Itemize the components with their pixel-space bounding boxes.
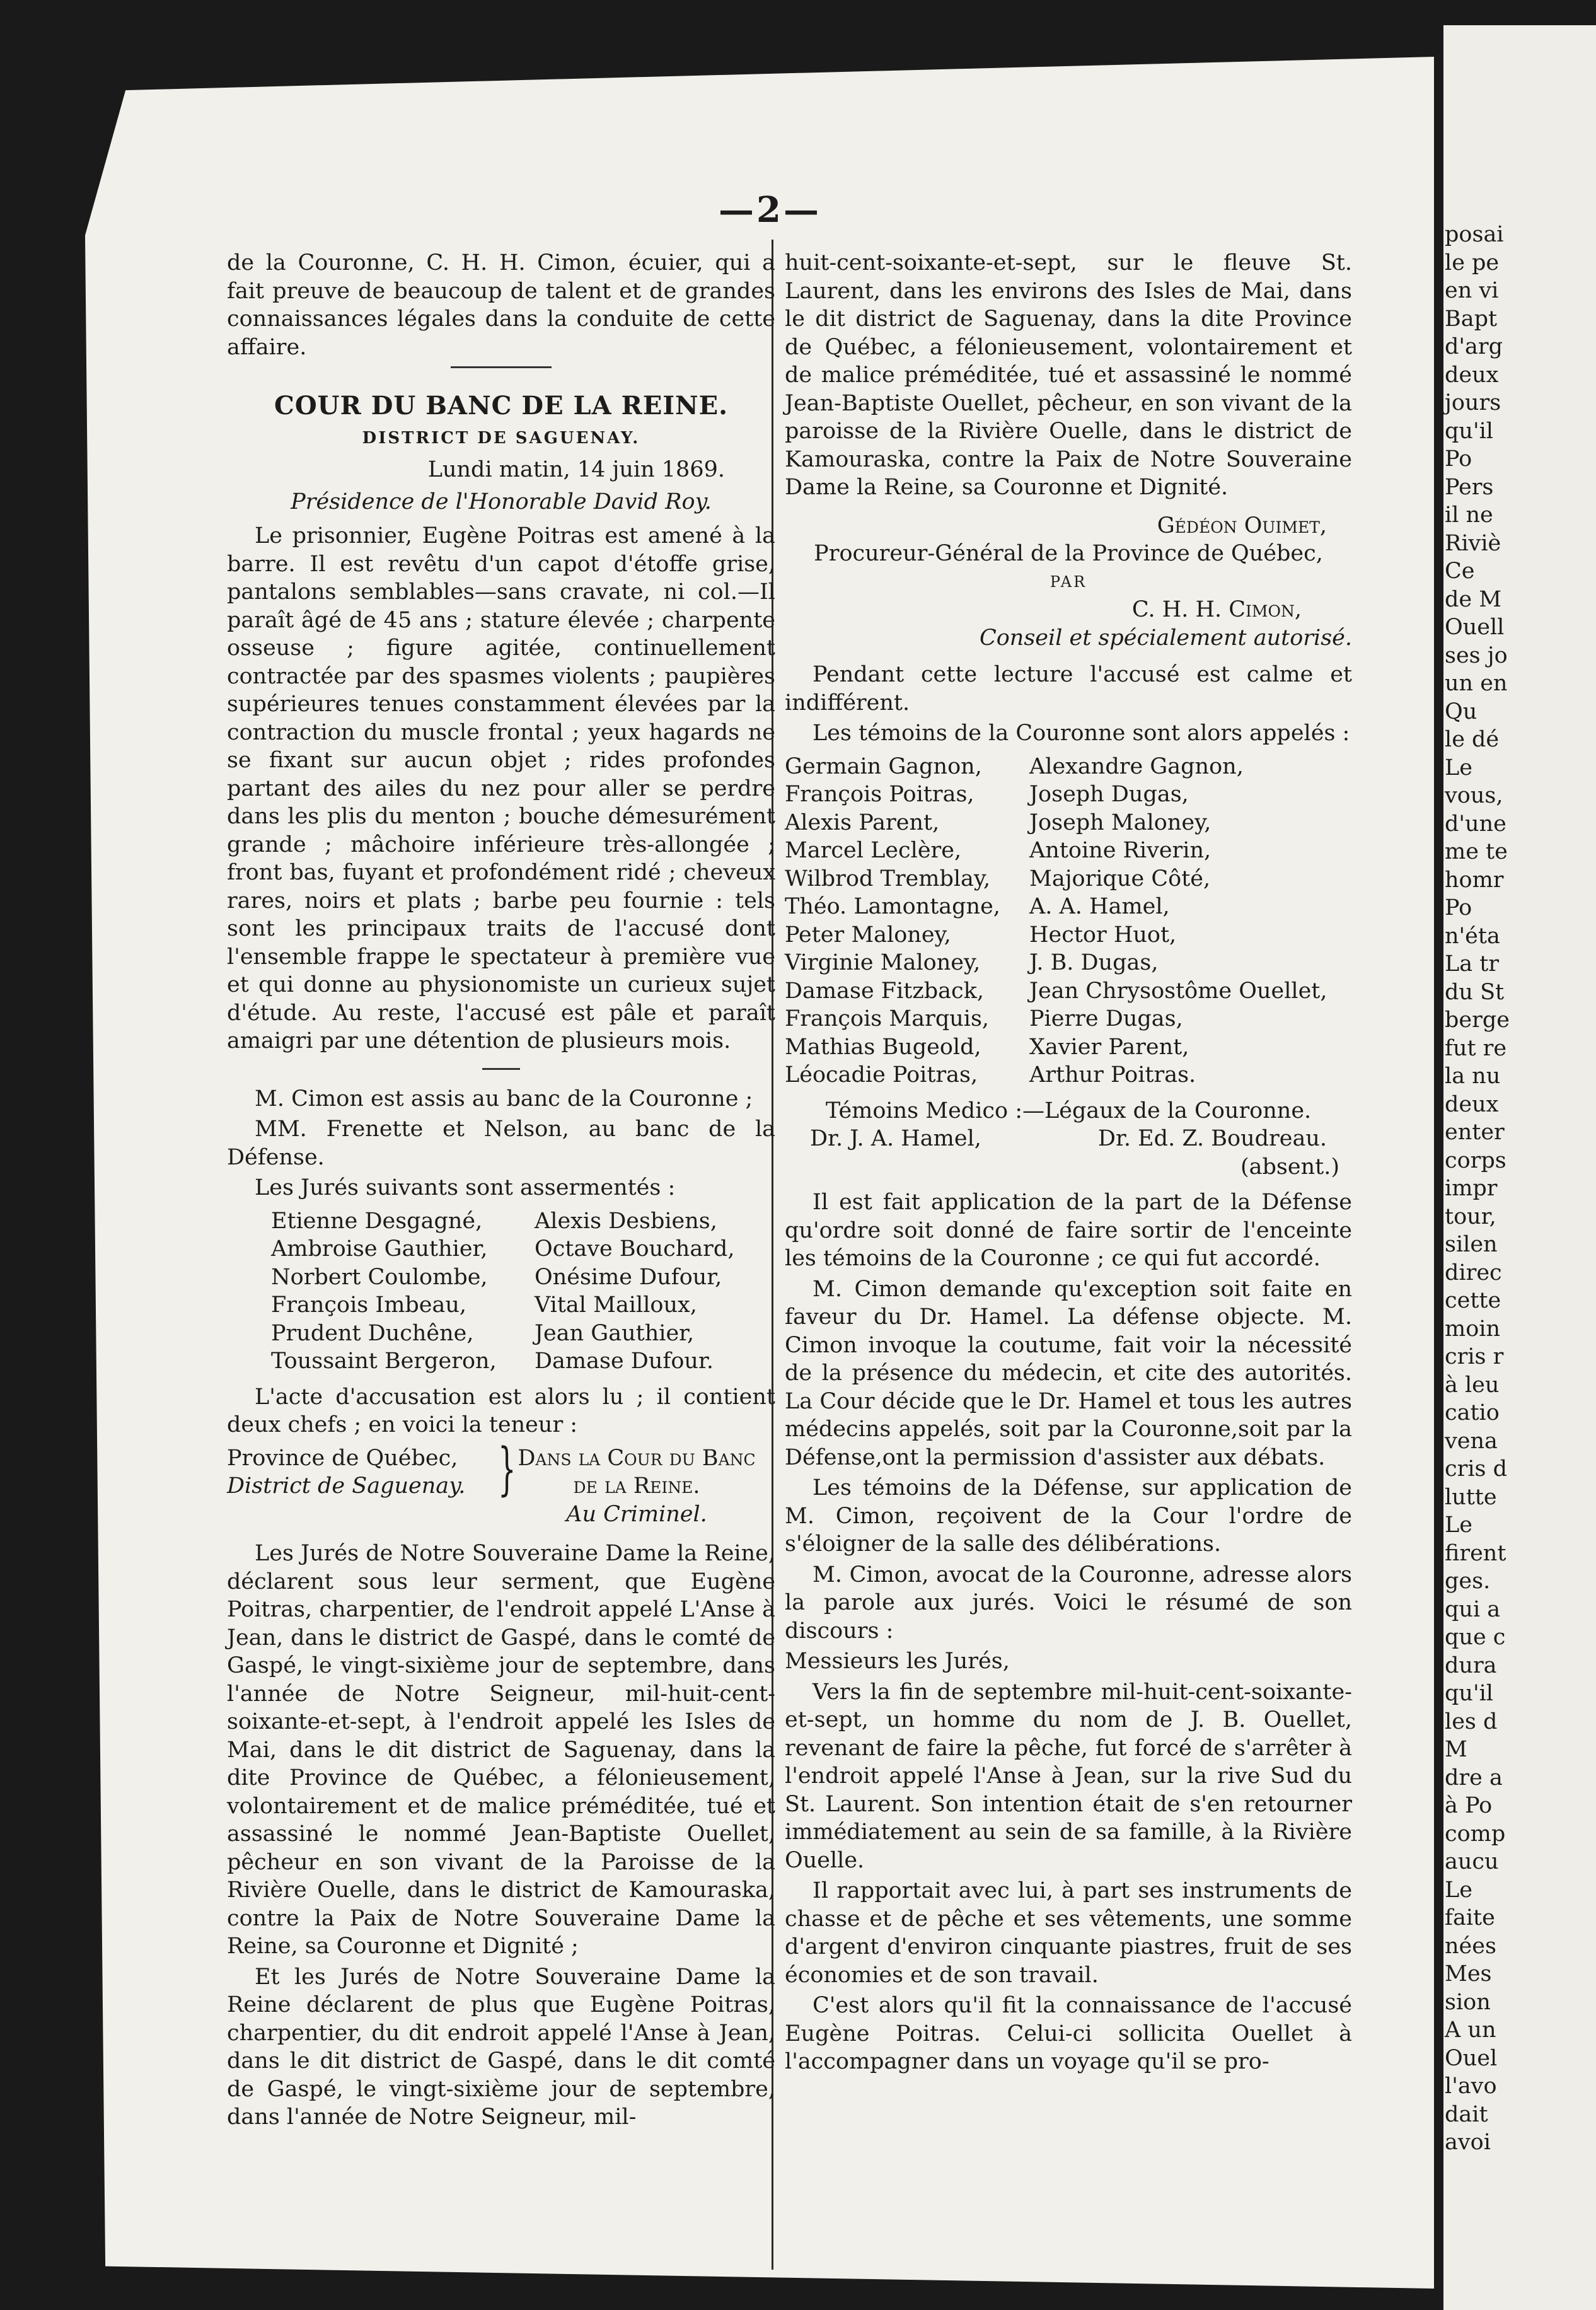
facing-page-line: dre a xyxy=(1445,1765,1503,1791)
hearing-date: Lundi matin, 14 juin 1869. xyxy=(427,457,725,482)
facing-page-line: faite xyxy=(1445,1905,1495,1930)
facing-page-line: Mes xyxy=(1445,1961,1492,1987)
witness-name: Jean Chrysostôme Ouellet, xyxy=(1029,978,1327,1004)
paragraph-5: Vers la fin de septembre mil-huit-cent-soixante-et-sept, un homme du nom de J. B. Ouellet, revenant de faire la pêche, fut forcé de s'arrêter à l'endroit appelé l'Anse à Jean, sur la rive Sud du St. Laurent. Son intention était de s'en retourner immédiatement au sein de sa famille, à la Rivière Ouelle. xyxy=(785,1679,1352,1873)
witness-name: Virginie Maloney, xyxy=(785,950,981,975)
witness-name: A. A. Hamel, xyxy=(1029,894,1170,919)
witness-name: J. B. Dugas, xyxy=(1029,950,1159,975)
facing-page-line: aucu xyxy=(1445,1849,1499,1874)
signatory-name: Gédéon Ouimet, xyxy=(1157,513,1327,538)
indictment-court-2: de la Reine. xyxy=(573,1473,700,1499)
prisoner-description: Le prisonnier, Eugène Poitras est amené à la barre. Il est revêtu d'un capot d'étoffe grise, pantalons semblables—sans cravate, ni col.—Il paraît âgé de 45 ans ; stature élevée ; charpente osseuse ; figure agitée, continuellement contractée par des spasmes violents ; paupières supérieures tenues constamment élevées par la contraction du muscle frontal ; yeux hagards ne se fixant sur aucun objet ; rides profondes partant des ailes du nez pour aller se perdre dans les plis du menton ; bouche démesurément grande ; mâchoire inférieure très-allongée ; front bas, fuyant et profondément ridé ; cheveux rares, noirs et plats ; barbe peu fournie : tels sont les principaux traits de l'accusé dont l'ensemble frappe le spectateur à première vue et qui donne au physionomiste un curieux sujet d'étude. Au reste, l'accusé est pâle et paraît amaigri par une détention de plusieurs mois. xyxy=(227,523,775,1053)
signatory-par: PAR xyxy=(1050,572,1087,591)
facing-page-line: impr xyxy=(1445,1176,1498,1201)
paragraph-7: C'est alors qu'il fit la connaissance de l'accusé Eugène Poitras. Celui-ci sollicita Ouellet à l'accompagner dans un voyage qu'il se pro- xyxy=(785,1993,1352,2074)
facing-page-line: qu'il xyxy=(1445,1681,1493,1706)
facing-page-line: corps xyxy=(1445,1147,1506,1173)
facing-page-line: il ne xyxy=(1445,502,1493,528)
facing-page-line: lutte xyxy=(1445,1484,1497,1510)
salutation: Messieurs les Jurés, xyxy=(785,1649,1010,1674)
facing-page-line: un en xyxy=(1445,671,1508,696)
presidence-line: Présidence de l'Honorable David Roy. xyxy=(291,489,712,514)
juror-name: Prudent Duchêne, xyxy=(271,1320,474,1346)
facing-page-line: deux xyxy=(1445,362,1499,388)
facing-page-line: A un xyxy=(1445,2017,1496,2043)
facing-page-line: comp xyxy=(1445,1821,1506,1847)
juror-name: Vital Mailloux, xyxy=(535,1292,697,1318)
juror-name: Toussaint Bergeron, xyxy=(271,1349,497,1374)
witness-name: François Poitras, xyxy=(785,782,974,807)
facing-page-edge xyxy=(1443,25,1596,2310)
facing-page-line: Le xyxy=(1445,755,1472,781)
facing-page-line: ges. xyxy=(1445,1569,1491,1594)
facing-page-line: Le xyxy=(1445,1512,1472,1538)
facing-page-line: deux xyxy=(1445,1091,1499,1117)
juror-name: Damase Dufour. xyxy=(535,1349,714,1374)
facing-page-line: M xyxy=(1445,1737,1467,1762)
doctor-hamel: Dr. J. A. Hamel, xyxy=(810,1126,981,1151)
signatory-by: C. H. H. Cimon, xyxy=(1131,597,1302,622)
facing-page-line: vena xyxy=(1445,1428,1498,1454)
jurors-list xyxy=(227,1207,775,1376)
facing-page-line: firent xyxy=(1445,1540,1506,1566)
section-heading: COUR DU BANC DE LA REINE. xyxy=(274,391,728,421)
facing-page-line: La tr xyxy=(1445,951,1500,977)
second-count: Et les Jurés de Notre Souveraine Dame la Reine déclarent de plus que Eugène Poitras, charpentier, du dit endroit appelé l'Anse à Jean, dans le dit district de Gaspé, dans le dit comté de Gaspé, le vingt-sixième jour de septembre, dans l'année de Notre Seigneur, mil- xyxy=(227,1964,775,2130)
signatory-title: Procureur-Général de la Province de Québec, xyxy=(814,541,1323,566)
facing-page-line: enter xyxy=(1445,1120,1505,1145)
facing-page-line: sion xyxy=(1445,1989,1491,2015)
facing-page-line: Ouel xyxy=(1445,2045,1498,2071)
signatory-role: Conseil et spécialement autorisé. xyxy=(979,625,1352,651)
witness-name: Joseph Dugas, xyxy=(1029,782,1189,807)
witness-name: Wilbrod Tremblay, xyxy=(785,866,991,891)
facing-page-line: de M xyxy=(1445,586,1502,612)
facing-page-line: nées xyxy=(1445,1933,1496,1959)
counsel-crown: M. Cimon est assis au banc de la Couronne ; xyxy=(255,1086,753,1111)
facing-page-line: fut re xyxy=(1445,1035,1507,1061)
facing-page-line: dait xyxy=(1445,2101,1488,2127)
facing-page-line: le pe xyxy=(1445,250,1500,276)
juror-name: Ambroise Gauthier, xyxy=(271,1236,488,1262)
indictment-criminal: Au Criminel. xyxy=(566,1501,707,1527)
facing-page-line: à Po xyxy=(1445,1793,1493,1818)
paragraph-6: Il rapportait avec lui, à part ses instruments de chasse et de pêche et ses vêtements, une somme d'argent d'environ cinquante piastres, fruit de ses économies et de son travail. xyxy=(785,1878,1352,1988)
second-count-continued: huit-cent-soixante-et-sept, sur le fleuve St. Laurent, dans les environs des Isles de Mai, dans le dit district de Saguenay, dans la dite Province de Québec, a félonieusement, volontairement et de malice préméditée, tué et assassiné le nommé Jean-Baptiste Ouellet, pêcheur, en son vivant de la paroisse de la Rivière Ouelle, dans le district de Kamouraska, contre la Paix de Notre Souveraine Dame la Reine, sa Couronne et Dignité. xyxy=(785,250,1352,500)
facing-page-line: silen xyxy=(1445,1232,1498,1257)
facing-page-line: n'éta xyxy=(1445,923,1500,949)
short-divider xyxy=(482,1068,520,1070)
facing-page-line: tour, xyxy=(1445,1204,1496,1229)
facing-page-line: Le xyxy=(1445,1877,1472,1903)
facing-page-line: Bapt xyxy=(1445,306,1498,332)
section-divider xyxy=(451,366,552,368)
first-count: Les Jurés de Notre Souveraine Dame la Reine, déclarent sous leur serment, que Eugène Poitras, charpentier, de l'endroit appelé L'Anse à Jean, dans le district de Gaspé, dans le comté de Gaspé, le vingt-sixième jour de septembre, dans l'année de Notre Seigneur, mil-huit-cent-soixante-et-sept, à l'endroit appelé les Isles de Mai, dans le dit district de Saguenay, dans la dite Province de Québec, a félonieusement, volontairement et de malice préméditée, tué et assassiné le nommé Jean-Baptiste Ouellet, pêcheur en son vivant de la Paroisse de la Rivière Ouelle, dans le district de Kamouraska, contre la Paix de Notre Souveraine Dame la Reine, sa Couronne et Dignité ; xyxy=(227,1541,775,1959)
witness-name: Arthur Poitras. xyxy=(1029,1062,1196,1088)
counsel-defense: MM. Frenette et Nelson, au banc de la Défense. xyxy=(227,1117,775,1170)
brace-glyph: } xyxy=(498,1436,516,1502)
juror-name: Octave Bouchard, xyxy=(535,1236,735,1262)
witness-name: Xavier Parent, xyxy=(1029,1034,1189,1060)
doctor-boudreau: Dr. Ed. Z. Boudreau. xyxy=(1097,1126,1327,1151)
facing-page-line: moin xyxy=(1445,1316,1500,1342)
facing-page-text xyxy=(1443,25,1596,2157)
facing-page-line: la nu xyxy=(1445,1064,1501,1089)
paragraph-2: M. Cimon demande qu'exception soit faite en faveur du Dr. Hamel. La défense objecte. M. Cimon invoque la coutume, fait voir la nécessité de la présence du médecin, et cite des autorités. La Cour décide que le Dr. Hamel et tous les autres médecins appelés, soit par la Couronne,soit par la Défense,ont la permission d'assister aux débats. xyxy=(785,1276,1352,1470)
juror-name: Onésime Dufour, xyxy=(535,1264,722,1290)
facing-page-line: qu'il xyxy=(1445,418,1493,444)
facing-page-line: dura xyxy=(1445,1652,1497,1678)
facing-page-line: Ce xyxy=(1445,559,1475,584)
indictment-province: Province de Québec, xyxy=(227,1445,458,1471)
facing-page-line: Po xyxy=(1445,895,1472,920)
juror-name: Norbert Coulombe, xyxy=(271,1264,488,1290)
page-number: —2— xyxy=(719,189,821,231)
facing-page-line: avoi xyxy=(1445,2130,1491,2155)
facing-page-line: cette xyxy=(1445,1288,1501,1313)
facing-page-line: d'arg xyxy=(1445,334,1503,359)
juror-name: Alexis Desbiens, xyxy=(535,1208,717,1234)
facing-page-line: en vi xyxy=(1445,278,1499,303)
facing-page-line: direc xyxy=(1445,1260,1502,1286)
witness-name: Hector Huot, xyxy=(1029,922,1177,948)
witness-name: Joseph Maloney, xyxy=(1029,810,1211,835)
witness-name: Pierre Dugas, xyxy=(1029,1006,1183,1031)
facing-page-line: d'une xyxy=(1445,811,1506,837)
witness-name: Antoine Riverin, xyxy=(1029,838,1211,863)
facing-page-line: Pers xyxy=(1445,474,1494,500)
paragraph-4: M. Cimon, avocat de la Couronne, adresse alors la parole aux jurés. Voici le résumé de son discours : xyxy=(785,1562,1352,1644)
witness-name: Alexandre Gagnon, xyxy=(1029,753,1244,779)
witness-name: Alexis Parent, xyxy=(785,810,940,835)
indictment-header xyxy=(227,1436,775,1529)
facing-page-line: Qu xyxy=(1445,699,1477,724)
witnesses-list xyxy=(785,753,1352,1089)
juror-name: Etienne Desgagné, xyxy=(271,1208,483,1234)
facing-page-line: Ouell xyxy=(1445,615,1505,640)
indictment-court: Dans la Cour du Banc xyxy=(518,1445,756,1471)
column-left xyxy=(227,249,775,2134)
facing-page-line: Po xyxy=(1445,446,1472,472)
intro-paragraph: de la Couronne, C. H. H. Cimon, écuier, qui a fait preuve de beaucoup de talent et de grandes connaissances légales dans la conduite de cette affaire. xyxy=(227,250,775,360)
facing-page-line: catio xyxy=(1445,1400,1500,1425)
witness-name: Majorique Côté, xyxy=(1029,866,1211,891)
witness-name: Mathias Bugeold, xyxy=(785,1034,981,1060)
witness-name: Léocadie Poitras, xyxy=(785,1062,978,1088)
paragraph-1: Il est fait application de la part de la Défense qu'ordre soit donné de faire sortir de l'enceinte les témoins de la Couronne ; ce qui fut accordé. xyxy=(785,1190,1352,1271)
facing-page-line: le dé xyxy=(1445,727,1500,752)
facing-page-line: les d xyxy=(1445,1709,1498,1734)
jurors-intro: Les Jurés suivants sont assermentés : xyxy=(255,1175,676,1200)
absent-note: (absent.) xyxy=(1240,1154,1339,1180)
facing-page-line: du St xyxy=(1445,979,1505,1005)
facing-page-line: qui a xyxy=(1445,1596,1501,1622)
column-right xyxy=(785,249,1352,2079)
witness-name: Théo. Lamontagne, xyxy=(785,894,1000,919)
witness-name: Peter Maloney, xyxy=(785,922,951,948)
witness-name: Damase Fitzback, xyxy=(785,978,984,1004)
indictment-intro: L'acte d'accusation est alors lu ; il contient deux chefs ; en voici la teneur : xyxy=(227,1384,775,1437)
paragraph-3: Les témoins de la Défense, sur application de M. Cimon, reçoivent de la Cour l'ordre de s'éloigner de la salle des délibérations. xyxy=(785,1475,1352,1557)
medico-legal-line: Témoins Medico :—Légaux de la Couronne. xyxy=(825,1098,1312,1123)
witness-name: Marcel Leclère, xyxy=(785,838,962,863)
facing-page-line: ses jo xyxy=(1445,642,1508,668)
district-label: DISTRICT DE SAGUENAY. xyxy=(362,428,640,448)
facing-page-line: cris d xyxy=(1445,1456,1508,1482)
facing-page-line: l'avo xyxy=(1445,2074,1497,2099)
facing-page-line: que c xyxy=(1445,1625,1506,1650)
reading-paragraph: Pendant cette lecture l'accusé est calme et indifférent. xyxy=(785,662,1352,716)
juror-name: François Imbeau, xyxy=(271,1292,467,1318)
witness-name: Germain Gagnon, xyxy=(785,753,982,779)
indictment-district: District de Saguenay. xyxy=(227,1473,466,1499)
facing-page-line: homr xyxy=(1445,867,1504,893)
juror-name: Jean Gauthier, xyxy=(535,1320,695,1346)
facing-page-line: berge xyxy=(1445,1007,1510,1033)
facing-page-line: vous, xyxy=(1445,783,1503,808)
facing-page-line: Riviè xyxy=(1445,530,1501,556)
witness-name: François Marquis, xyxy=(785,1006,990,1031)
facing-page-line: jours xyxy=(1445,390,1501,415)
witnesses-intro: Les témoins de la Couronne sont alors appelés : xyxy=(812,721,1350,746)
facing-page-line: cris r xyxy=(1445,1344,1504,1369)
facing-page-line: posai xyxy=(1445,222,1504,247)
facing-page-line: à leu xyxy=(1445,1372,1500,1398)
facing-page-line: me te xyxy=(1445,839,1508,864)
